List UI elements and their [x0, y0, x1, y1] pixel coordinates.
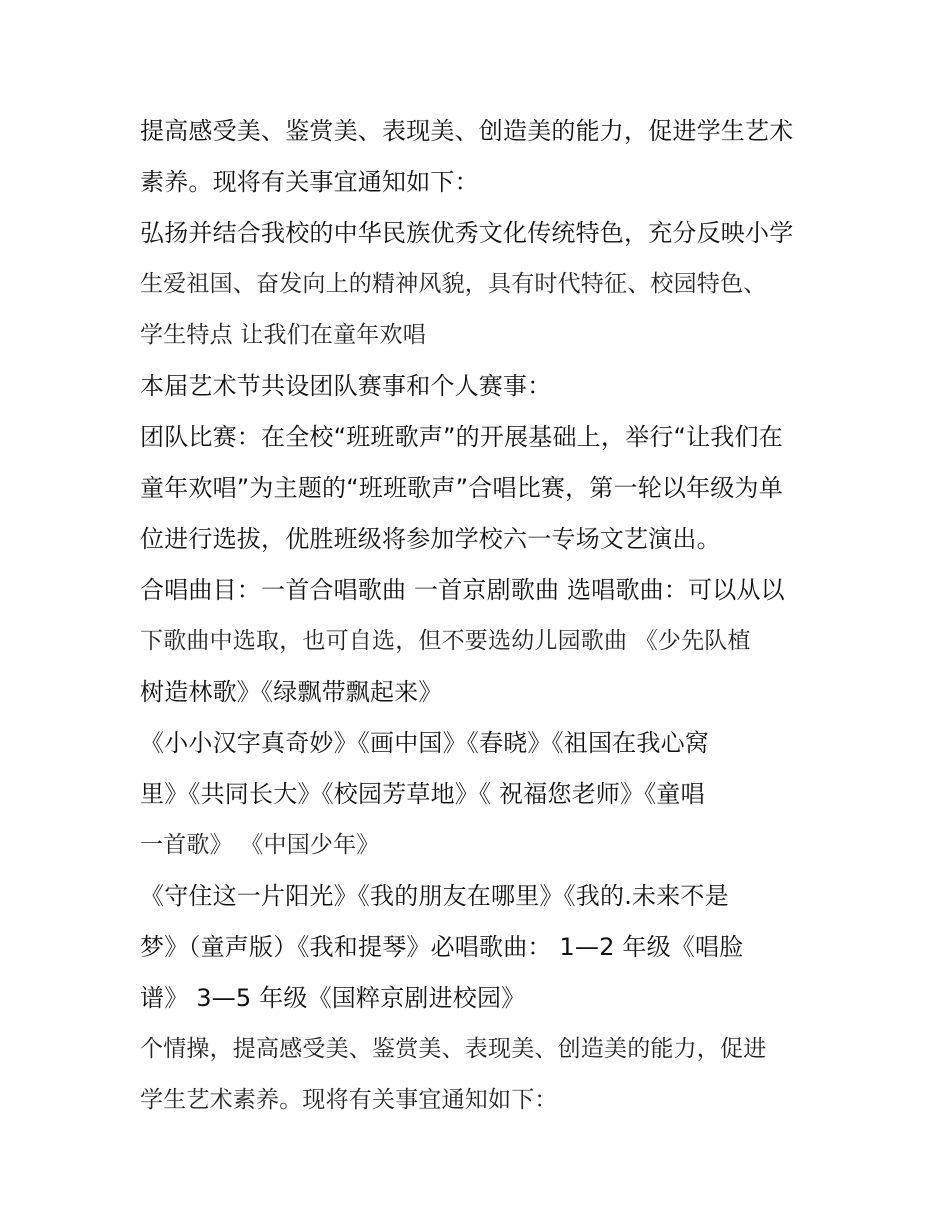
text-line: 《小小汉字真奇妙》《画中国》《春晓》《祖国在我心窝 [140, 729, 709, 757]
text-line: 提高感受美、鉴赏美、表现美、创造美的能力，促进学生艺术 [140, 117, 794, 145]
text-line: 谱》 3—5 年级《国粹京剧进校园》 [140, 984, 526, 1012]
text-line: 童年欢唱”为主题的“班班歌声”合唱比赛，第一轮以年级为单 [140, 474, 783, 502]
text-line: 团队比赛：在全校“班班歌声”的开展基础上，举行“让我们在 [140, 423, 783, 451]
text-line: 一首歌》 《中国少年》 [140, 832, 380, 858]
document-body [140, 106, 830, 1126]
text-line: 生爱祖国、奋发向上的精神风貌，具有时代特征、校园特色、 [140, 271, 767, 297]
text-line: 位进行选拔，优胜班级将参加学校六一专场文艺演出。 [140, 525, 721, 553]
text-line: 树造林歌》《绿飘带飘起来》 [140, 678, 443, 706]
text-line: 里》《共同长大》《校园芳草地》《 祝福您老师》《童唱 [140, 780, 705, 808]
text-line: 《守住这一片阳光》《我的朋友在哪里》《我的.未来不是 [140, 882, 729, 910]
text-line: 个情操，提高感受美、鉴赏美、表现美、创造美的能力，促进 [140, 1036, 767, 1062]
text-line: 学生艺术素养。现将有关事宜通知如下： [140, 1087, 558, 1113]
text-line: 梦》（童声版）《我和提琴》必唱歌曲： 1—2 年级《唱脸 [140, 933, 744, 961]
text-line: 下歌曲中选取，也可自选，但不要选幼儿园歌曲 《少先队植 [140, 628, 751, 654]
text-line: 合唱曲目：一首合唱歌曲 一首京剧歌曲 选唱歌曲：可以从以 [140, 576, 785, 604]
text-line: 本届艺术节共设团队赛事和个人赛事： [140, 372, 552, 400]
text-line: 素养。现将有关事宜通知如下： [140, 168, 479, 196]
text-line: 弘扬并结合我校的中华民族优秀文化传统特色，充分反映小学 [140, 219, 794, 247]
text-line: 学生特点 让我们在童年欢唱 [140, 322, 426, 348]
